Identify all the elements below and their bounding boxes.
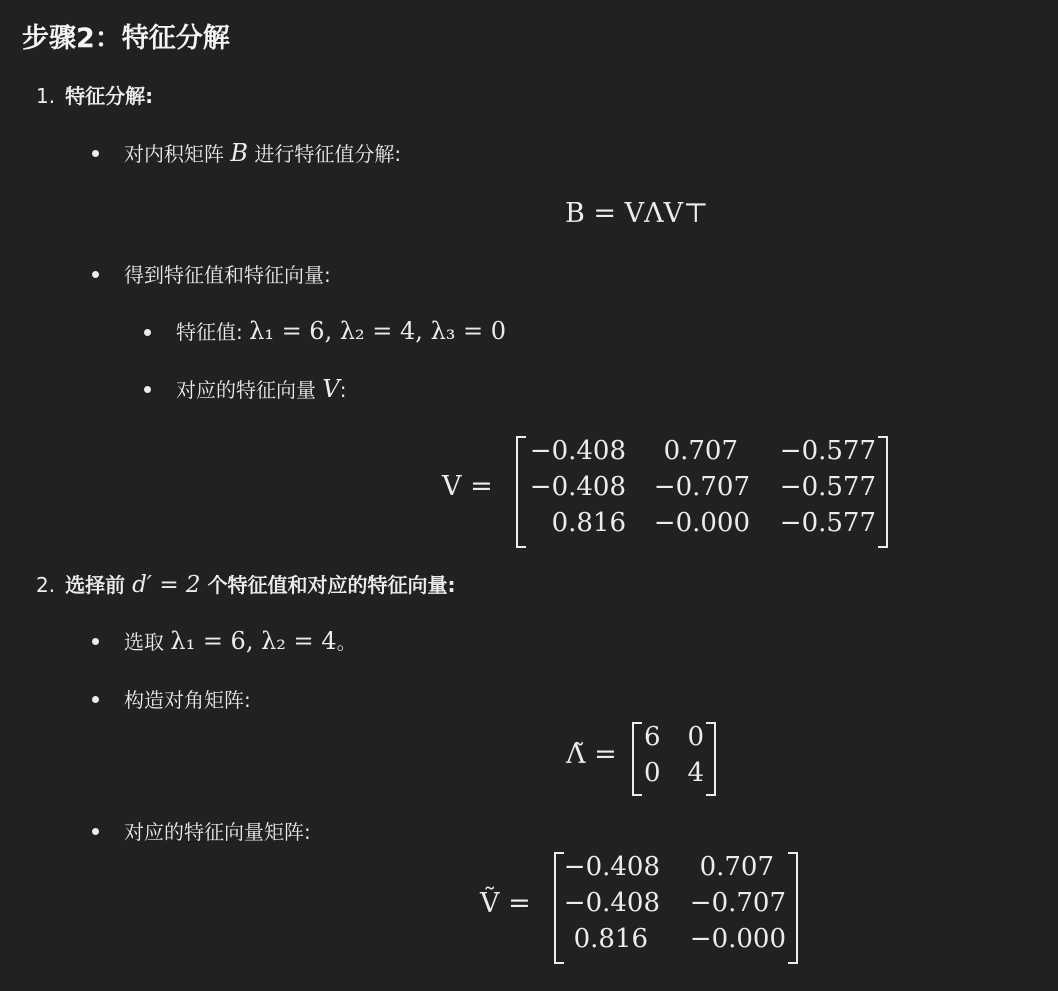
matrix-cell: −0.408	[563, 852, 660, 882]
step-1-bullet-2: 得到特征值和特征向量:	[124, 263, 331, 287]
matrix-cell: −0.408	[563, 888, 660, 918]
right-bracket	[878, 436, 888, 548]
selected-eigenvalues-math: λ₁ = 6, λ₂ = 4	[170, 627, 337, 655]
matrix-lambda-lhs: Λ̃ =	[566, 739, 617, 770]
step-2-title-suffix: 个特征值和对应的特征向量:	[200, 573, 456, 597]
matrix-cell: 4	[687, 758, 704, 788]
step-1-title: 特征分解:	[65, 84, 154, 108]
left-bracket	[632, 722, 642, 796]
bullet-icon	[92, 271, 99, 278]
matrix-cell: −0.707	[689, 888, 786, 918]
matrix-v-lhs: V =	[442, 471, 493, 502]
matrix-vtilde-lhs: Ṽ =	[480, 888, 531, 919]
math-var-v: V	[322, 375, 340, 403]
math-var-b: B	[230, 139, 248, 167]
matrix-cell: −0.577	[779, 508, 876, 538]
step-2-bullet-1	[124, 626, 357, 655]
matrix-cell: 0.707	[699, 852, 774, 882]
left-bracket	[516, 436, 526, 548]
bullet-icon	[144, 329, 151, 336]
matrix-cell: −0.408	[529, 436, 626, 466]
step-1-bullet-1	[124, 138, 401, 167]
matrix-cell: 0	[644, 758, 661, 788]
eigenvectors-item	[176, 374, 346, 403]
matrix-cell: 6	[644, 722, 661, 752]
eigenvalues-math: λ₁ = 6, λ₂ = 4, λ₃ = 0	[249, 317, 507, 345]
right-bracket	[788, 852, 798, 964]
left-bracket	[554, 852, 564, 964]
matrix-cell: 0	[687, 722, 704, 752]
bullet-text: 进行特征值分解:	[248, 142, 402, 166]
step-2-heading	[36, 569, 456, 598]
matrix-cell: 0.707	[663, 436, 738, 466]
matrix-cell: −0.408	[529, 472, 626, 502]
step-2-number: 2.	[36, 573, 56, 597]
step-1-heading	[36, 80, 153, 109]
step-1-number: 1.	[36, 84, 56, 108]
matrix-cell: −0.577	[779, 472, 876, 502]
matrix-v	[516, 436, 888, 548]
matrix-cell: −0.000	[653, 508, 750, 538]
matrix-cell: −0.577	[779, 436, 876, 466]
matrix-v-tilde	[554, 852, 798, 964]
bullet-icon	[92, 828, 99, 835]
eigenvalues-label: 特征值:	[176, 320, 243, 344]
bullet-icon	[92, 696, 99, 703]
bullet-icon	[92, 150, 99, 157]
matrix-cell: −0.707	[653, 472, 750, 502]
bullet-text: 对应的特征向量	[176, 378, 323, 402]
section-heading: 步骤2：特征分解	[22, 23, 230, 54]
bullet-text: 选取	[124, 630, 171, 654]
matrix-cell: −0.000	[689, 924, 786, 954]
step-2-title-math: d′ = 2	[132, 572, 201, 598]
eigenvalues-item	[176, 316, 506, 345]
bullet-text: :	[339, 378, 347, 402]
bullet-icon	[92, 638, 99, 645]
bullet-text: 。	[336, 630, 357, 654]
bullet-icon	[144, 386, 151, 393]
step-2-bullet-3: 对应的特征向量矩阵:	[124, 820, 311, 844]
bullet-text: 对内积矩阵	[124, 142, 231, 166]
step-2-bullet-2: 构造对角矩阵:	[124, 688, 251, 712]
right-bracket	[706, 722, 716, 796]
matrix-lambda-tilde	[632, 722, 716, 796]
matrix-cell: 0.816	[551, 508, 626, 538]
equation-eigendecomposition: B = VΛV⊤	[565, 198, 709, 229]
matrix-cell: 0.816	[573, 924, 648, 954]
step-2-title-prefix: 选择前	[65, 573, 133, 597]
